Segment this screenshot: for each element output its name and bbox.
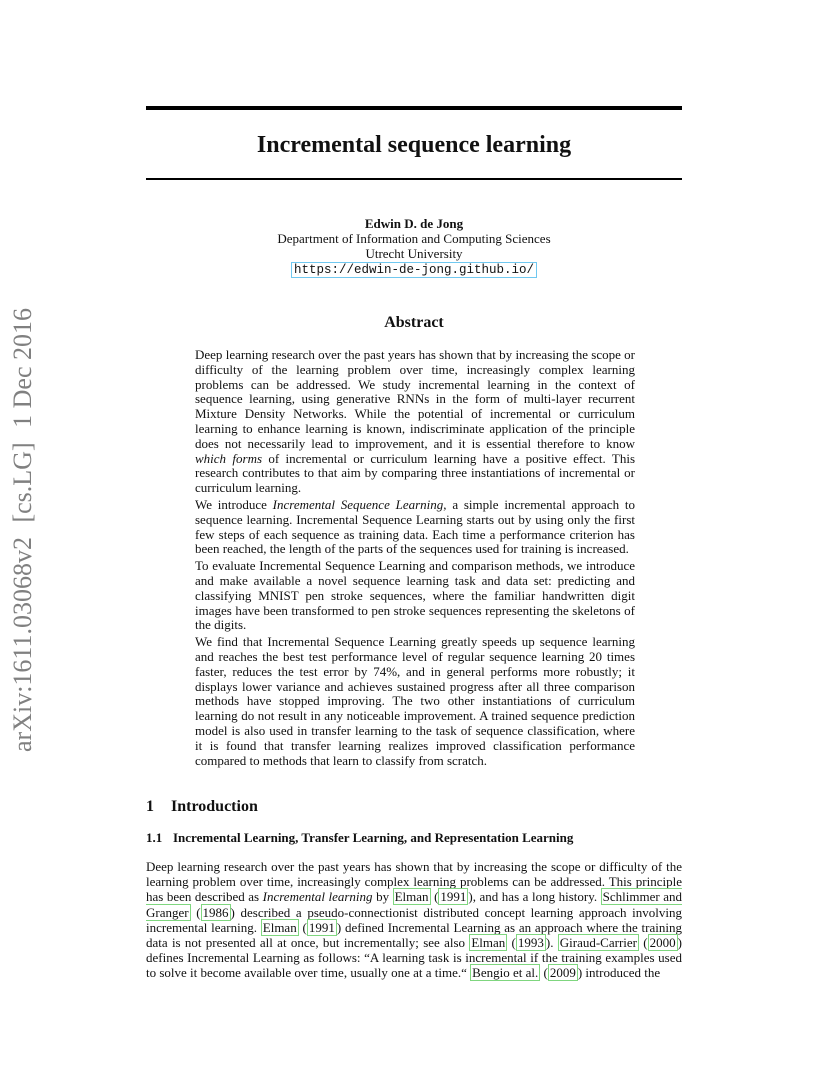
author-name: Edwin D. de Jong [364, 216, 464, 231]
abstract-paragraph-2: We introduce Incremental Sequence Learning, a simple incremental approach to sequence learning. Incremental Sequence Learning starts out by using only the first few steps of each sequence as training data. Each time a performance criterion has been reached, the length of the parts of the sequences used for training is increased. [195, 496, 635, 557]
citation-link[interactable]: Bengio et al. [472, 965, 539, 981]
citation-link[interactable]: Elman [262, 919, 297, 935]
citation-link[interactable]: Giraud-Carrier [559, 935, 637, 951]
citation-year-link[interactable]: 1991 [440, 889, 467, 905]
intro-paragraph: Deep learning research over the past years has shown that by increasing the scope or difficulty of the learning problem over time, increasingly complex learning problems can be addressed. This principle has been described as Incremental learning by Elman ( 1991 ), and has a long history. Schlimmer and Granger ( 1986 ) described a pseudo-connectionist distributed concept learning approach involving incremental learning. Elman ( 1991 ) defined Incremental Learning as an approach where the training data is not presented all at once, but incrementally; see also Elman ( 1993 ). Giraud-Carrier ( 2000 ) defines Incremental Learning as follows: “A learning task is incremental if the training examples used to solve it become available over time, usually one at a time.“ Bengio et al. ( 2009 ) introduced the [146, 859, 682, 981]
paper-title: Incremental sequence learning [256, 132, 572, 158]
subsection-number: 1.1 [146, 830, 163, 845]
title-top-rule [146, 106, 682, 110]
arxiv-watermark [3, 290, 43, 770]
citation-year-link[interactable]: 2009 [549, 965, 576, 981]
arxiv-category: [cs.LG] [8, 442, 37, 523]
citation-link[interactable]: Schlimmer and Granger [146, 889, 682, 920]
abstract-paragraph-1: Deep learning research over the past years has shown that by increasing the scope or difficulty of the learning problem over time, increasingly complex learning problems can be addressed. We study incremental learning in the context of sequence learning, using generative RNNs in the form of multi-layer recurrent Mixture Density Networks. While the potential of incremental or curriculum learning to enhance learning is known, indiscriminate application of the principle does not necessarily lead to improvement, and it is essential therefore to know which forms of incremental or curriculum learning have a positive effect. This research contributes to that aim by comparing three instantiations of incremental or curriculum learning. [195, 347, 635, 496]
citation-year-link[interactable]: 2000 [649, 935, 676, 951]
subsection-heading [146, 830, 573, 846]
author-url-link[interactable]: https://edwin-de-jong.github.io/ [291, 262, 537, 278]
citation-link[interactable]: Elman [471, 935, 506, 951]
abstract-heading: Abstract [384, 314, 444, 331]
citation-year-link[interactable]: 1986 [202, 904, 229, 920]
section-title: Introduction [171, 798, 258, 815]
abstract-paragraph-3: To evaluate Incremental Sequence Learning and comparison methods, we introduce and make available a novel sequence learning task and data set: predicting and classifying MNIST pen stroke sequences, where the familiar handwritten digit images have been transformed to pen stroke sequences representing the skeletons of the digits. [195, 558, 635, 633]
abstract-body [195, 348, 635, 770]
title-bottom-rule [146, 178, 682, 180]
citation-link[interactable]: Elman [394, 889, 429, 905]
section-number: 1 [146, 798, 154, 815]
arxiv-date: 1 Dec 2016 [8, 308, 37, 428]
author-department: Department of Information and Computing Sciences [277, 231, 551, 246]
subsection-title: Incremental Learning, Transfer Learning, and Representation Learning [173, 830, 574, 845]
section-heading [146, 797, 258, 817]
author-university: Utrecht University [365, 246, 463, 261]
abstract-paragraph-4: We find that Incremental Sequence Learning greatly speeds up sequence learning and reaches the best test performance level of regular sequence learning 20 times faster, reduces the test error by 74%, and in general performs more robustly; it displays lower variance and achieves sustained progress after all three comparison methods have stopped improving. The two other instantiations of curriculum learning do not result in any noticeable improvement. A trained sequence prediction model is also used in transfer learning to the task of sequence classification, where it is found that transfer learning realizes improved classification performance compared to methods that learn to classify from scratch. [195, 634, 635, 768]
citation-year-link[interactable]: 1993 [517, 935, 544, 951]
arxiv-id: arXiv:1611.03068v2 [8, 537, 37, 752]
citation-year-link[interactable]: 1991 [308, 919, 335, 935]
author-block [146, 216, 682, 278]
